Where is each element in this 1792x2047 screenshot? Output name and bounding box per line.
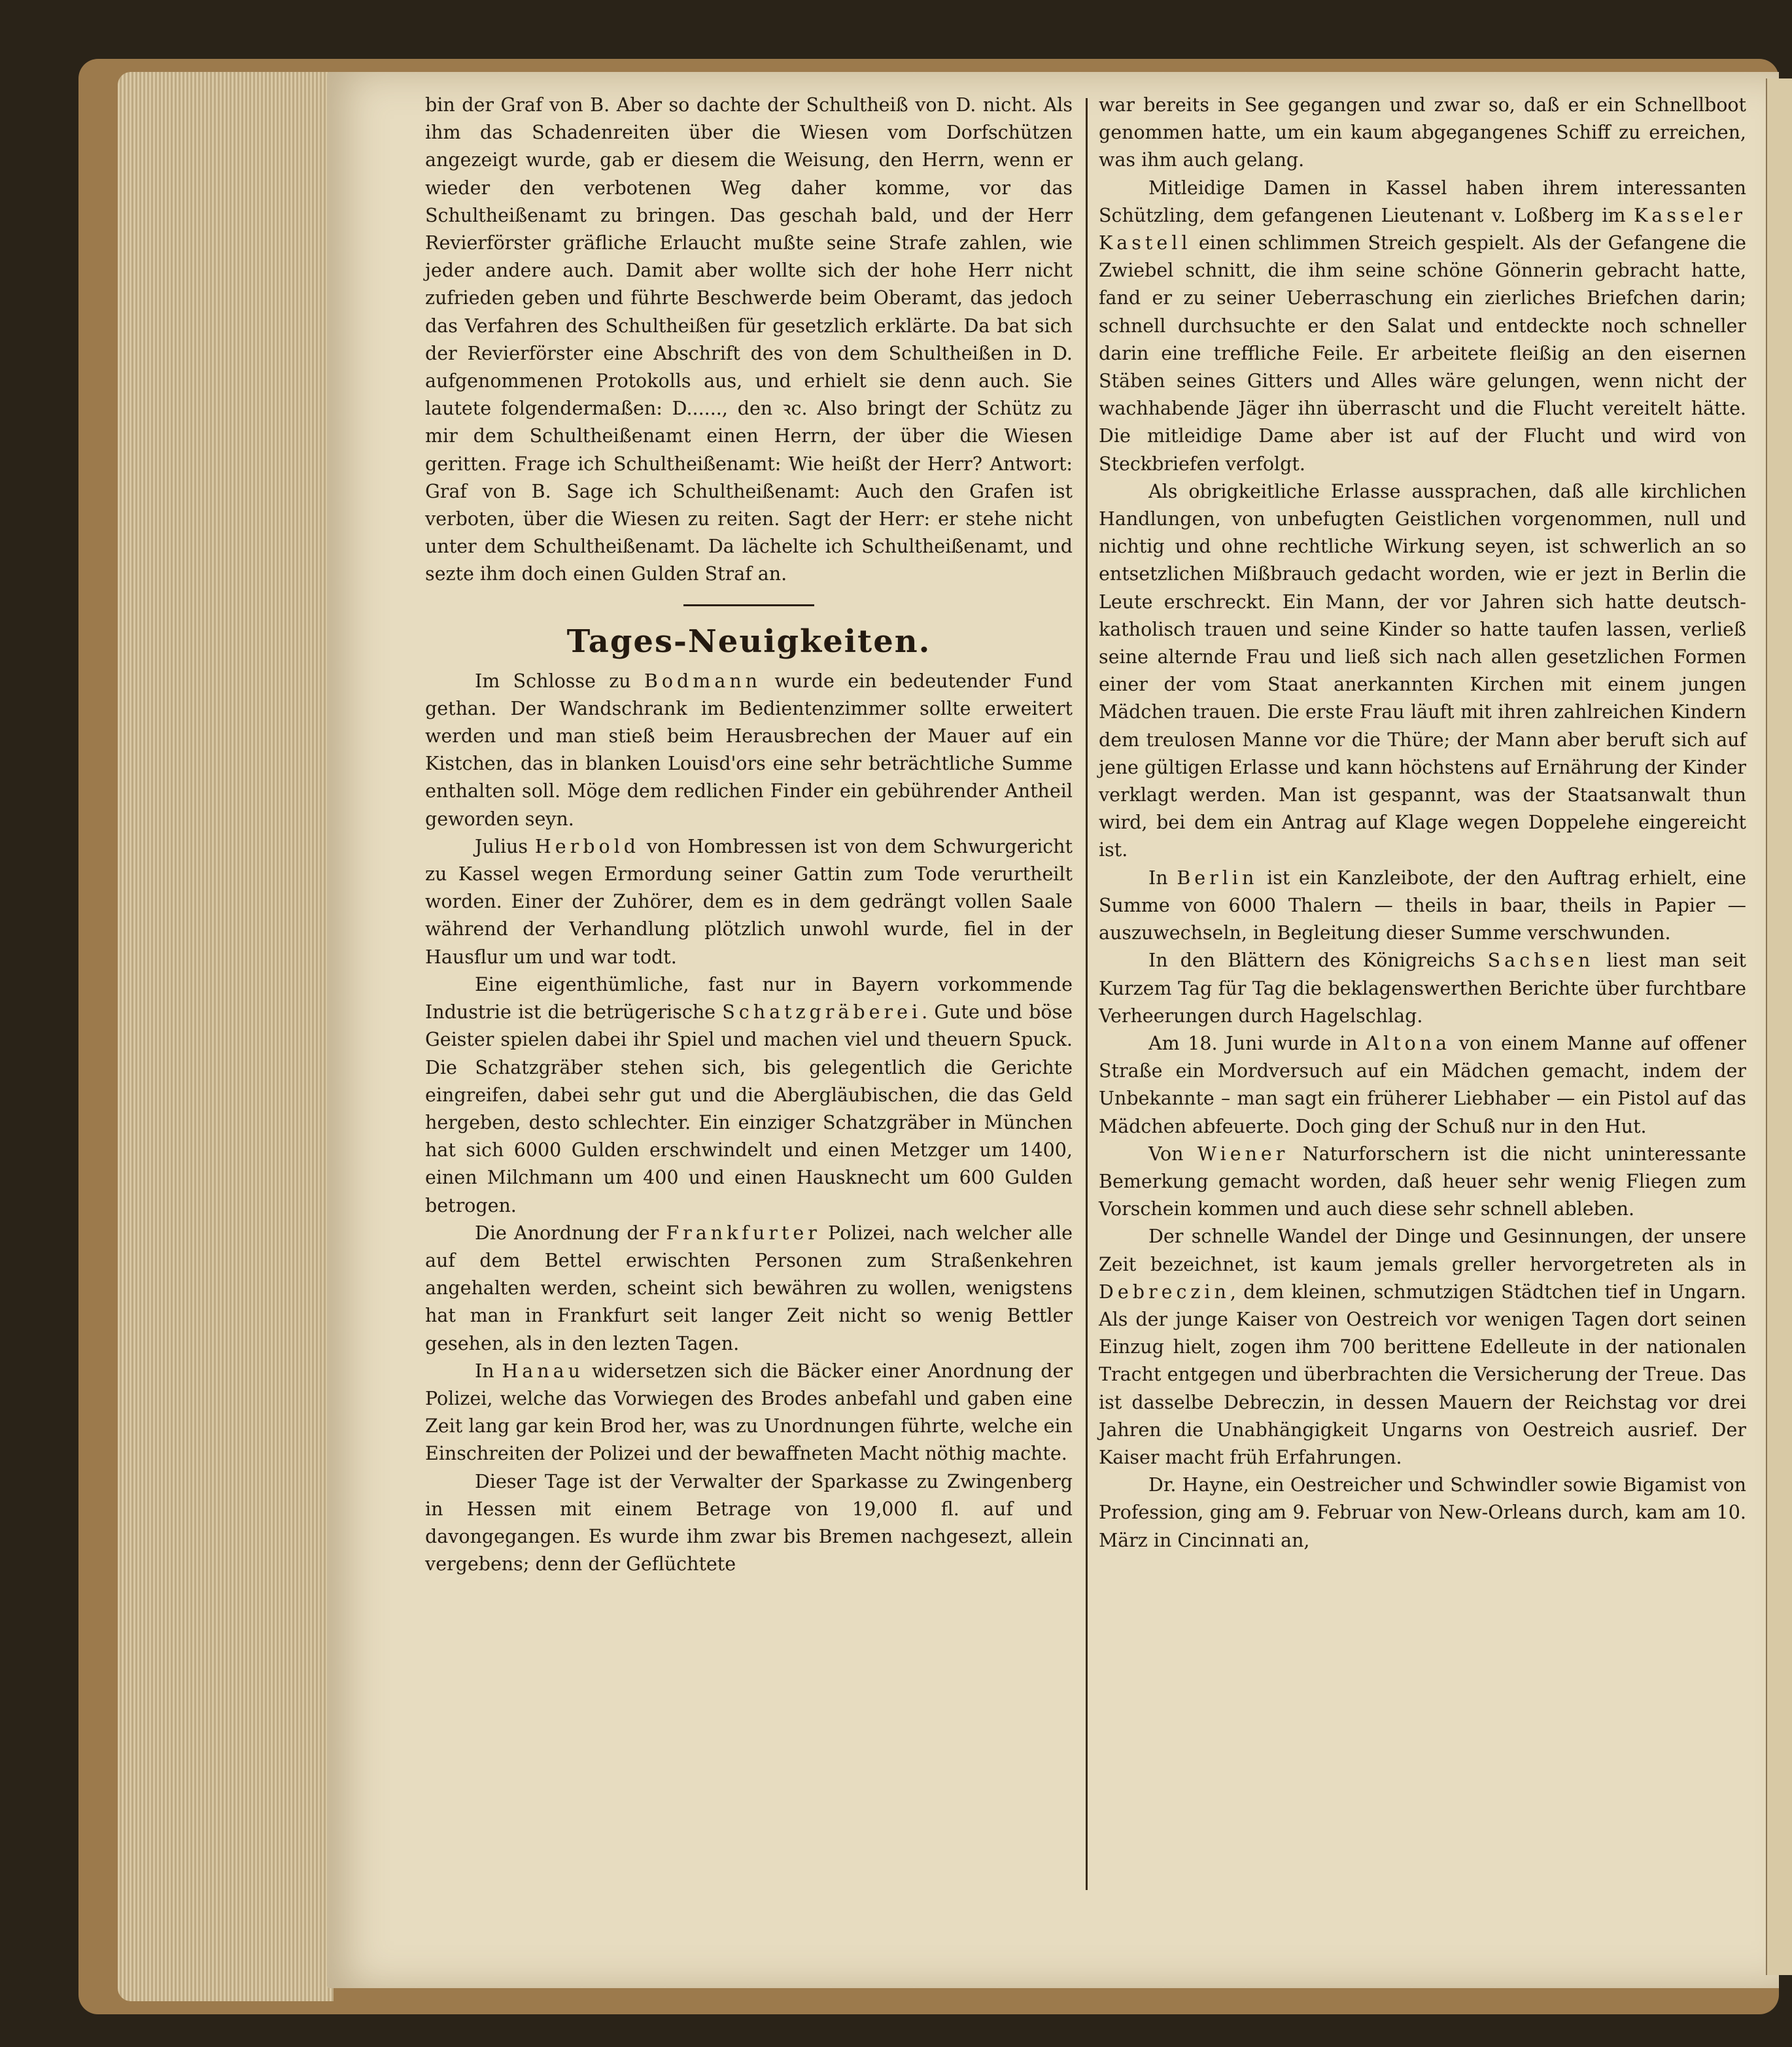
- page-edges: [118, 72, 334, 2001]
- news-item: In Berlin ist ein Kanzleibote, der den Auftrag erhielt, eine Summe von 6000 Thalern — theils in baar, theils in Papier — auszuwechseln, in Begleitung dieser Summe verschwunden.: [1099, 867, 1746, 944]
- left-column: [425, 92, 1073, 1578]
- facing-page-edge: [1766, 78, 1792, 1975]
- news-item: Im Schlosse zu Bodmann wurde ein bedeutender Fund gethan. Der Wandschrank im Bedientenzimmer sollte erweitert werden und man stieß beim Herausbrechen der Mauer auf ein Kistchen, das in blanken Louisd'ors eine sehr beträchtliche Summe enthalten soll. Möge dem redlichen Finder ein gebührender Antheil geworden seyn.: [425, 670, 1073, 830]
- news-item: Der schnelle Wandel der Dinge und Gesinnungen, der unsere Zeit bezeichnet, ist kaum jemals greller hervorgetreten als in Debreczin, dem kleinen, schmutzigen Städtchen tief in Ungarn. Als der junge Kaiser von Oestreich vor wenigen Tagen dort seinen Einzug hielt, zogen ihm 700 berittene Edelleute in der nationalen Tracht entgegen und überbrachten die Versicherung der Treue. Das ist dasselbe Debreczin, in dessen Mauern der Reichstag vor drei Jahren die Unabhängigkeit Ungarns von Oestreich ausrief. Der Kaiser macht früh Erfahrungen.: [1099, 1226, 1746, 1468]
- news-item: Dieser Tage ist der Verwalter der Sparkasse zu Zwingenberg in Hessen mit einem Betrage von 19,000 fl. auf und davongegangen. Es wurde ihm zwar bis Bremen nachgesezt, allein vergebens; denn der Geflüchtete: [425, 1470, 1073, 1575]
- news-item: Von Wiener Naturforschern ist die nicht uninteressante Bemerkung gemacht worden, daß heuer sehr wenig Fliegen zum Vorschein kommen und auch diese sehr schnell ableben.: [1099, 1143, 1747, 1220]
- news-item: Die Anordnung der Frankfurter Polizei, nach welcher alle auf dem Bettel erwischten Personen zum Straßenkehren angehalten werden, scheint sich bewähren zu wollen, wenigstens hat man in Frankfurt seit langer Zeit nicht so wenig Bettler gesehen, als in den lezten Tagen.: [425, 1222, 1073, 1354]
- news-item: Als obrigkeitliche Erlasse aussprachen, daß alle kirchlichen Handlungen, von unbefugten Geistlichen vorgenommen, null und nichtig und ohne rechtliche Wirkung seyen, ist schwerlich an so entsetzlichen Mißbrauch gedacht worden, wie er jezt in Berlin die Leute erschreckt. Ein Mann, der vor Jahren sich hatte deutsch-katholisch trauen und seine Kinder so hatte taufen lassen, verließ seine alternde Frau und ließ sich nach allen gesetzlichen Formen einer der vom Staat anerkannten Kirchen mit einem jungen Mädchen trauen. Die erste Frau läuft mit ihren zahlreichen Kindern dem treulosen Manne vor die Thüre; der Mann aber beruft sich auf jene gültigen Erlasse und kann höchstens auf Ernährung der Kinder verklagt werden. Man ist gespannt, was der Staatsanwalt thun wird, bei dem ein Antrag auf Klage wegen Doppelehe eingereicht ist.: [1099, 480, 1746, 861]
- section-divider: [683, 604, 814, 606]
- right-column: [1099, 92, 1746, 1555]
- section-title: Tages-Neuigkeiten.: [566, 623, 931, 660]
- news-item: Dr. Hayne, ein Oestreicher und Schwindler sowie Bigamist von Profession, ging am 9. Februar von New-Orleans durch, kam am 10. März in Cincinnati an,: [1099, 1474, 1746, 1551]
- news-item: Am 18. Juni wurde in Altona von einem Manne auf offener Straße ein Mordversuch auf ein Mädchen gemacht, indem der Unbekannte – man sagt ein früherer Liebhaber — ein Pistol auf das Mädchen abfeuerte. Doch ging der Schuß nur in den Hut.: [1099, 1032, 1746, 1137]
- news-item: Eine eigenthümliche, fast nur in Bayern vorkommende Industrie ist die betrügerische Schatzgräberei. Gute und böse Geister spielen dabei ihr Spiel und machen viel und theuern Spuck. Die Schatzgräber stehen sich, bis gelegentlich die Gerichte eingreifen, dabei sehr gut und die Abergläubischen, die das Geld hergeben, desto schlechter. Ein einziger Schatzgräber in München hat sich 6000 Gulden erschwindelt und einen Metzger um 1400, einen Milchmann um 400 und einen Hausknecht um 600 Gulden betrogen.: [425, 973, 1073, 1216]
- column-divider: [1086, 98, 1088, 1890]
- news-item: In den Blättern des Königreichs Sachsen liest man seit Kurzem Tag für Tag die beklagenswerthen Berichte über furchtbare Verheerungen durch Hagelschlag.: [1099, 950, 1746, 1027]
- news-item: Mitleidige Damen in Kassel haben ihrem interessanten Schützling, dem gefangenen Lieutenant v. Loßberg im Kasseler Kastell einen schlimmen Streich gespielt. Als der Gefangene die Zwiebel schnitt, die ihm seine schöne Gönnerin gebracht hatte, fand er zu seiner Ueberraschung ein zierliches Briefchen darin; schnell durchsuchte er den Salat und entdeckte noch schneller darin eine treffliche Feile. Er arbeitete fleißig an den eisernen Stäben seines Gitters und Alles wäre gelungen, wenn nicht der wachhabende Jäger ihn überrascht und die Flucht vereitelt hätte. Die mitleidige Dame aber ist auf der Flucht und wird von Steckbriefen verfolgt.: [1099, 177, 1746, 475]
- news-item: war bereits in See gegangen und zwar so, daß er ein Schnellboot genommen hatte, um ein kaum abgegangenes Schiff zu erreichen, was ihm auch gelang.: [1099, 94, 1746, 171]
- news-item: Julius Herbold von Hombressen ist von dem Schwurgericht zu Kassel wegen Ermordung seiner Gattin zum Tode verurtheilt worden. Einer der Zuhörer, dem es in dem gedrängt vollen Saale während der Verhandlung plötzlich unwohl wurde, fiel in der Hausflur um und war todt.: [425, 835, 1073, 968]
- intro-paragraph: bin der Graf von B. Aber so dachte der Schultheiß von D. nicht. Als ihm das Schadenreiten über die Wiesen vom Dorfschützen angezeigt wurde, gab er diesem die Weisung, den Herrn, wenn er wieder den verbotenen Weg daher komme, vor das Schultheißenamt zu bringen. Das geschah bald, und der Herr Revierförster gräfliche Erlaucht mußte seine Strafe zahlen, wie jeder andere auch. Damit aber wollte sich der hohe Herr nicht zufrieden geben und führte Beschwerde beim Oberamt, das jedoch das Verfahren des Schultheißen für gesetzlich erklärte. Da bat sich der Revierförster eine Abschrift des von dem Schultheißen in D. aufgenommenen Protokolls aus, und erhielt sie denn auch. Sie lautete folgendermaßen: D......, den ꝛc. Also bringt der Schütz zu mir dem Schultheißenamt einen Herrn, der über die Wiesen geritten. Frage ich Schultheißenamt: Wie heißt der Herr? Antwort: Graf von B. Sage ich Schultheißenamt: Auch den Grafen ist verboten, über die Wiesen zu reiten. Sagt der Herr: er stehe nicht unter dem Schultheißenamt. Da lächelte ich Schultheißenamt, und sezte ihm doch einen Gulden Straf an.: [425, 94, 1073, 585]
- news-item: In Hanau widersetzen sich die Bäcker einer Anordnung der Polizei, welche das Vorwiegen des Brodes anbefahl und gaben eine Zeit lang gar kein Brod her, was zu Unordnungen führte, welche ein Einschreiten der Polizei und der bewaffneten Macht nöthig machte.: [425, 1360, 1073, 1465]
